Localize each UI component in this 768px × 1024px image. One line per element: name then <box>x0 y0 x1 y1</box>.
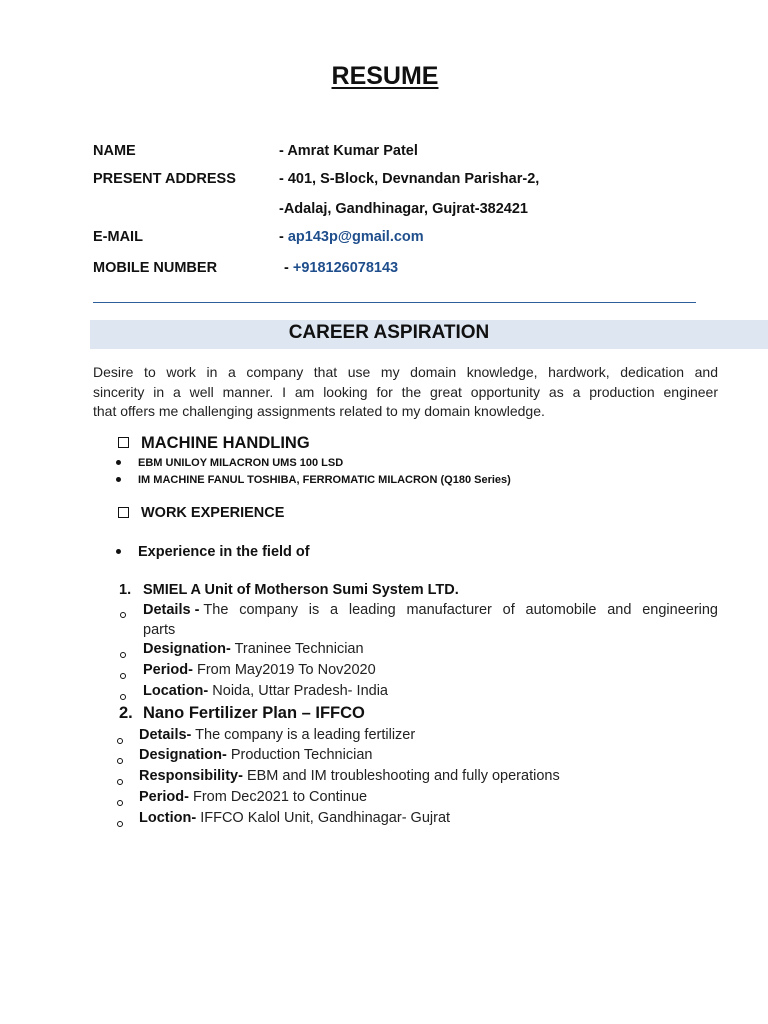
job-company: SMIEL A Unit of Motherson Sumi System LTD. <box>143 582 459 598</box>
career-heading: CAREER ASPIRATION <box>288 322 490 343</box>
checkbox-icon <box>118 507 129 518</box>
address-line-2: -Adalaj, Gandhinagar, Gujrat-382421 <box>279 201 528 217</box>
email-link[interactable]: ap143p@gmail.com <box>287 229 424 245</box>
job-detail-row <box>143 641 364 657</box>
name-label: NAME <box>93 143 136 159</box>
job-detail-row <box>143 683 388 699</box>
career-paragraph <box>93 363 718 422</box>
bullet-icon <box>116 549 121 554</box>
job-detail-row <box>143 662 376 678</box>
job-company: Nano Fertilizer Plan – IFFCO <box>143 704 365 722</box>
machine-item <box>116 474 511 486</box>
mobile-row <box>284 260 398 276</box>
email-label: E-MAIL <box>93 229 143 245</box>
work-heading: WORK EXPERIENCE <box>141 505 285 521</box>
job-detail-continuation: parts <box>143 622 176 638</box>
work-intro-row <box>116 544 310 560</box>
job-detail-row <box>139 727 415 743</box>
resume-title: RESUME <box>331 62 439 90</box>
circle-bullet-icon <box>117 793 123 811</box>
job-detail-value: From May2019 To Nov2020 <box>192 662 376 678</box>
name-value: - Amrat Kumar Patel <box>279 143 418 159</box>
mobile-prefix: - <box>284 260 293 276</box>
circle-bullet-icon <box>117 731 123 749</box>
job-detail-label: Period- <box>139 789 189 805</box>
job-detail-label: Period- <box>143 662 193 678</box>
circle-bullet-icon <box>117 814 123 832</box>
section-divider <box>93 302 696 303</box>
machine-item <box>116 457 343 469</box>
work-intro: Experience in the field of <box>138 544 310 560</box>
job-detail-label: Loction- <box>139 810 197 826</box>
job-detail-label: Designation- <box>143 641 231 657</box>
job-detail-row <box>143 602 718 618</box>
machine-item-text: EBM UNILOY MILACRON UMS 100 LSD <box>138 457 344 469</box>
email-row <box>279 229 424 245</box>
career-heading-band <box>90 320 768 349</box>
job-detail-label: Responsibility- <box>139 768 243 784</box>
job-number: 2. <box>119 704 133 722</box>
machine-heading: MACHINE HANDLING <box>141 434 310 452</box>
checkbox-icon <box>118 437 129 448</box>
job-detail-value: The company is a leading fertilizer <box>191 727 416 743</box>
machine-item-text: IM MACHINE FANUL TOSHIBA, FERROMATIC MILACRON (Q180 Series) <box>138 474 511 486</box>
circle-bullet-icon <box>120 666 126 684</box>
job-detail-value: EBM and IM troubleshooting and fully operations <box>242 768 560 784</box>
mobile-link[interactable]: +918126078143 <box>292 260 399 276</box>
work-heading-row <box>118 505 284 521</box>
job-detail-value: Production Technician <box>226 747 373 763</box>
job-detail-row <box>139 747 372 763</box>
job-detail-value: IFFCO Kalol Unit, Gandhinagar- Gujrat <box>196 810 451 826</box>
job-detail-value: From Dec2021 to Continue <box>188 789 368 805</box>
job-detail-value: Traninee Technician <box>230 641 364 657</box>
bullet-icon <box>116 460 121 465</box>
job-detail-row <box>139 789 367 805</box>
job-detail-row <box>139 810 450 826</box>
circle-bullet-icon <box>117 751 123 769</box>
circle-bullet-icon <box>120 605 126 623</box>
circle-bullet-icon <box>120 687 126 705</box>
job-number: 1. <box>119 582 132 598</box>
job-detail-label: Details- <box>139 727 192 743</box>
career-line: sincerity in a well manner. I am looking for the great opportunity as a production engineer <box>93 383 718 400</box>
circle-bullet-icon <box>120 645 126 663</box>
bullet-icon <box>116 477 121 482</box>
career-line: Desire to work in a company that use my domain knowledge, hardwork, dedication and <box>93 364 718 380</box>
email-prefix: - <box>279 229 288 245</box>
job-detail-row <box>139 768 560 784</box>
career-line: that offers me challenging assignments related to my domain knowledge. <box>93 403 545 419</box>
job-detail-label: Designation- <box>139 747 227 763</box>
circle-bullet-icon <box>117 772 123 790</box>
machine-heading-row <box>118 434 310 453</box>
job-detail-label: Details - <box>143 602 200 618</box>
mobile-label: MOBILE NUMBER <box>93 260 218 276</box>
address-line-1: - 401, S-Block, Devnandan Parishar-2, <box>279 171 540 187</box>
address-label: PRESENT ADDRESS <box>93 171 236 187</box>
job-detail-value: Noida, Uttar Pradesh- India <box>208 683 388 699</box>
job-detail-value: The company is a leading manufacturer of automobile and engineering <box>203 602 718 618</box>
job-detail-label: Location- <box>143 683 209 699</box>
